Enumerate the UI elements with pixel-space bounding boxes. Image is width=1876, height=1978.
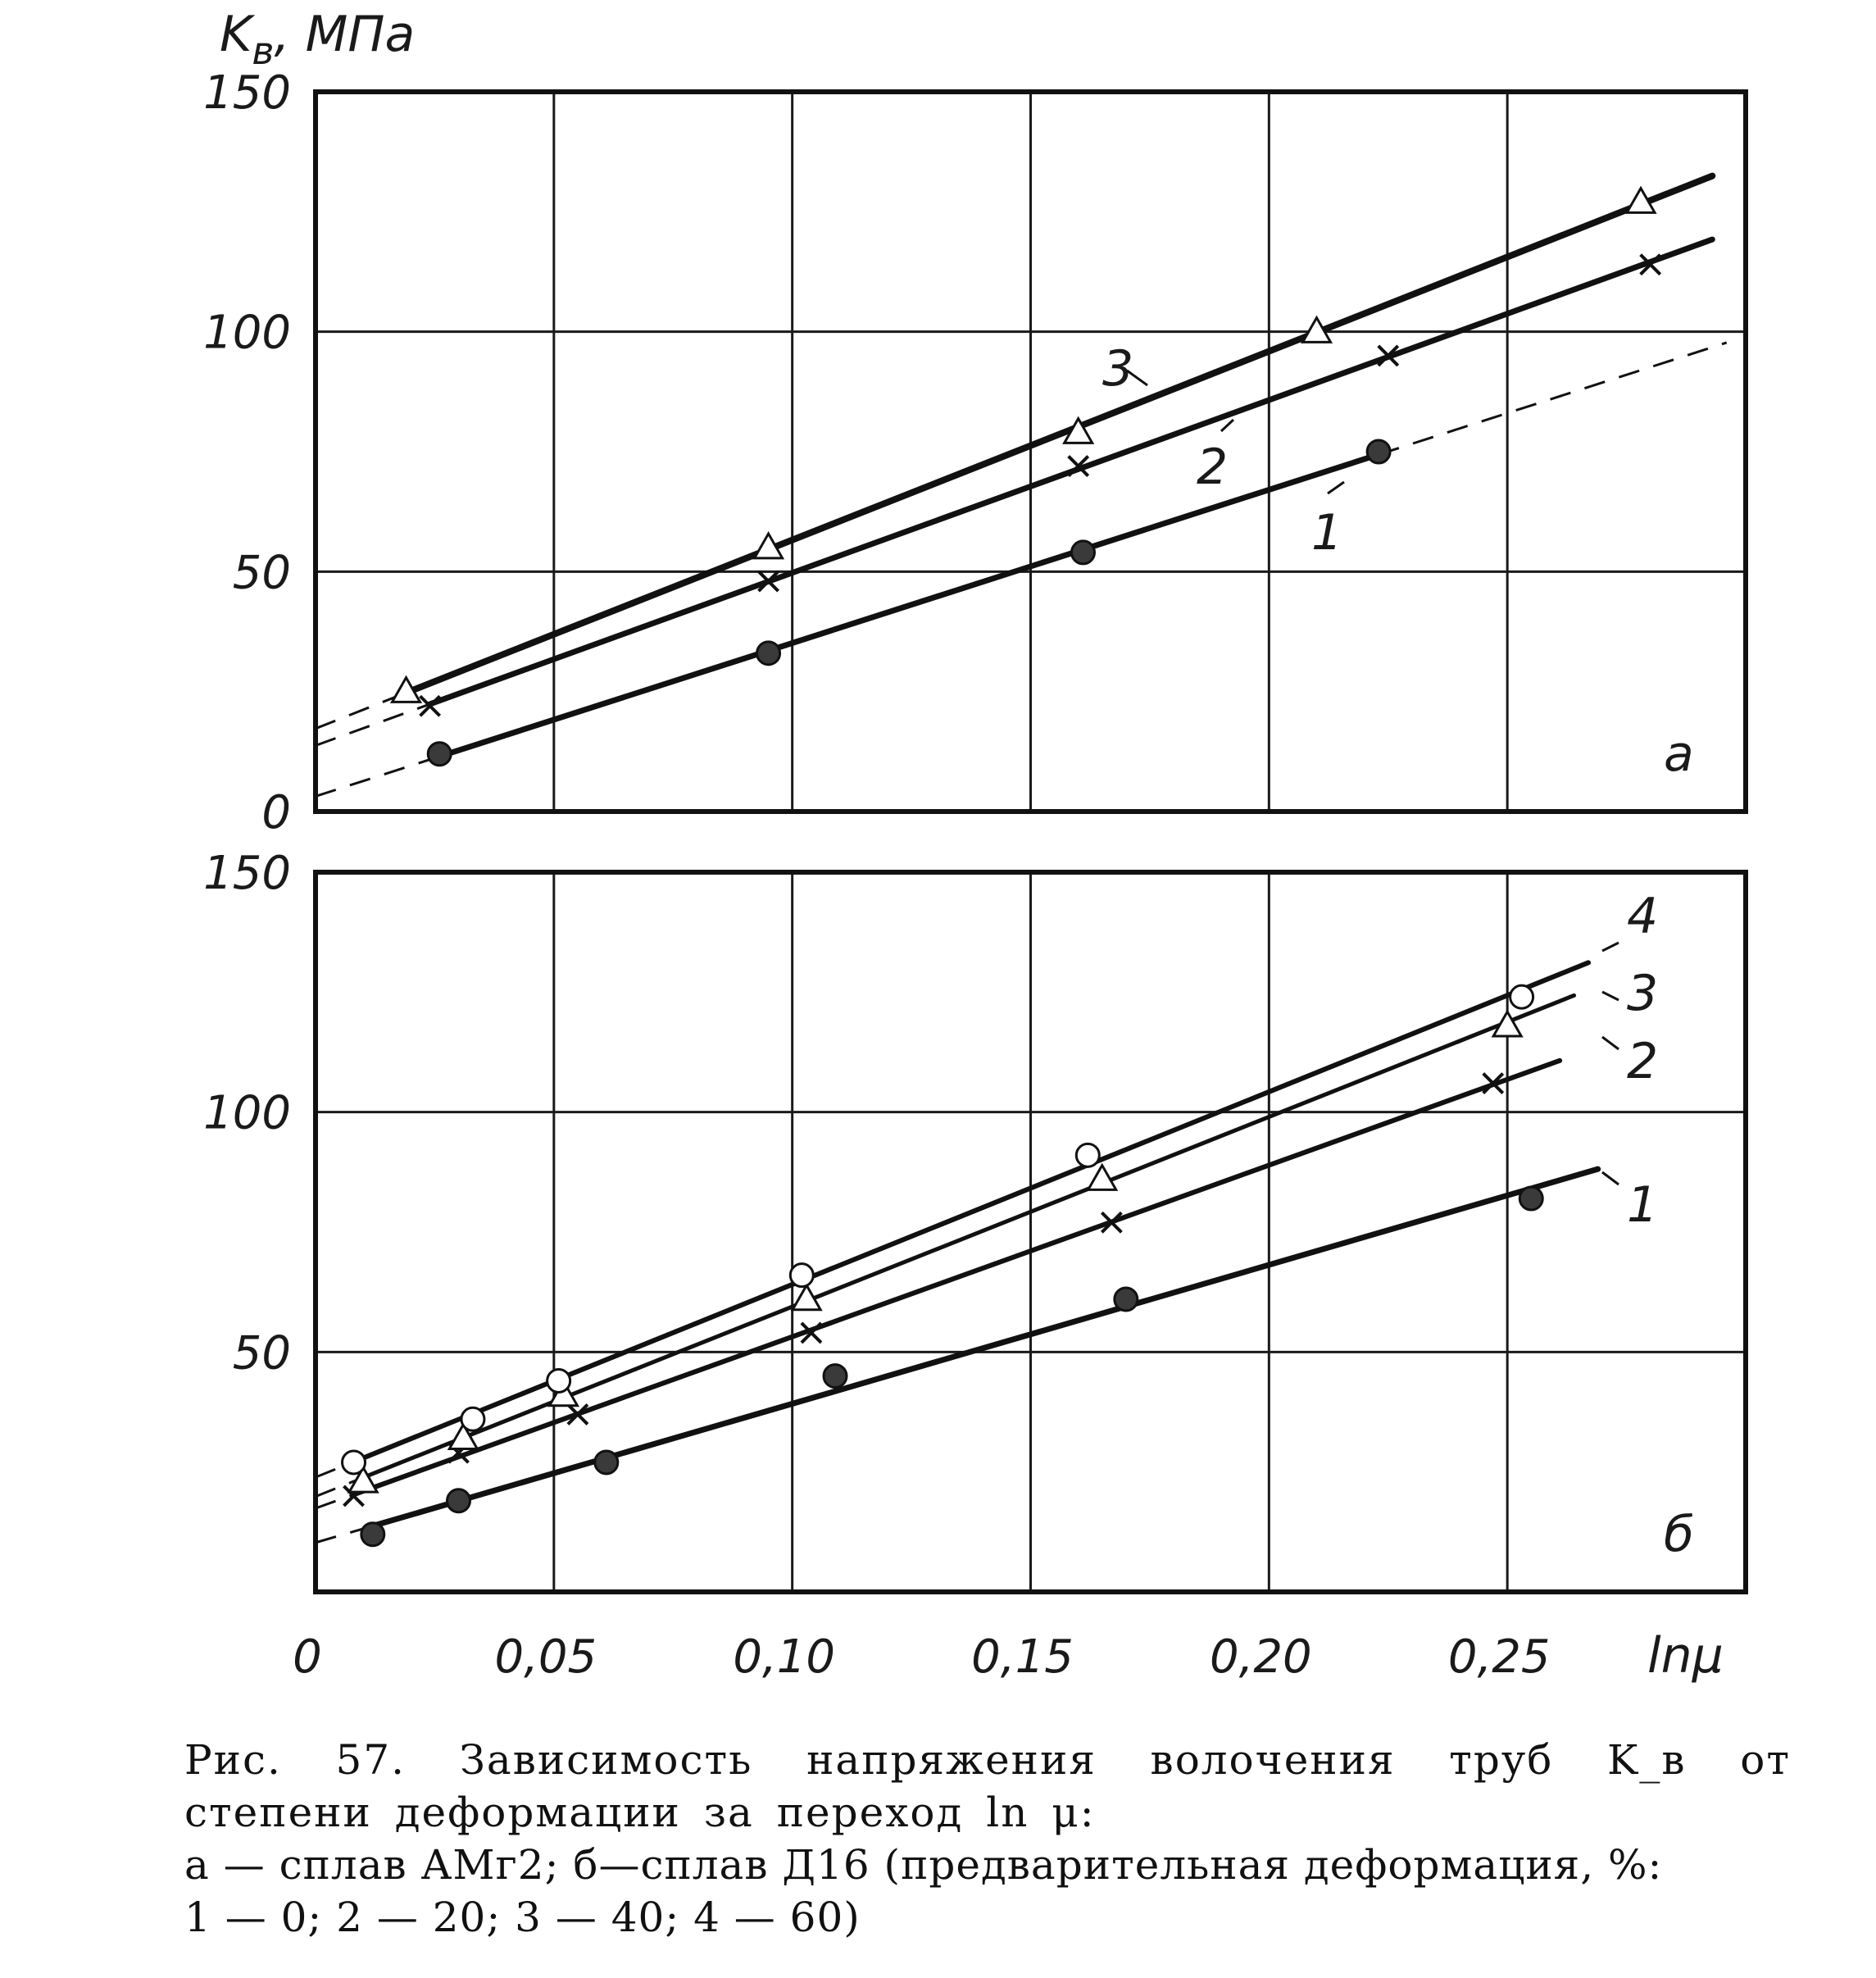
data-point <box>461 1407 484 1430</box>
series-1-extrapolation <box>316 757 439 797</box>
series-label-leader <box>1328 482 1344 493</box>
caption-legend-2: 1 — 0; 2 — 20; 3 — 40; 4 — 60) <box>184 1894 861 1941</box>
series-label: 4 <box>1627 888 1659 945</box>
series-3 <box>316 965 1658 1497</box>
series-label-leader <box>1602 943 1619 951</box>
series-label: 2 <box>1627 1033 1659 1090</box>
series-2 <box>316 239 1712 745</box>
y-tick-label: 100 <box>203 1086 291 1140</box>
data-point <box>547 1369 570 1392</box>
series-label: 2 <box>1197 439 1229 496</box>
series-label: 3 <box>1102 340 1134 398</box>
series-4 <box>316 888 1658 1477</box>
x-tick-label: 0,10 <box>733 1630 836 1684</box>
series-2 <box>316 1033 1658 1508</box>
data-point <box>343 1451 366 1474</box>
caption-line-2: степени деформации за переход ln μ: <box>184 1789 1096 1836</box>
series-1 <box>316 1169 1658 1546</box>
data-point <box>595 1451 618 1474</box>
series-3-line <box>407 176 1713 693</box>
data-point <box>361 1523 384 1546</box>
y-tick-label: 50 <box>232 546 291 600</box>
data-point <box>757 642 780 665</box>
x-tick-label: 0,25 <box>1447 1630 1551 1684</box>
figure-caption <box>184 1734 1791 1944</box>
caption-legend-1: а — сплав АМг2; б—сплав Д16 (предварительная деформация, %: <box>184 1841 1663 1889</box>
panel-b-chart <box>203 847 1746 1592</box>
series-1 <box>316 343 1727 796</box>
x-tick-label: 0,05 <box>494 1630 597 1684</box>
series-label-leader <box>1602 1037 1619 1049</box>
x-tick-label: 0,20 <box>1209 1630 1312 1684</box>
panel-a-chart <box>203 6 1746 839</box>
x-tick-label: 0 <box>293 1630 322 1684</box>
data-point <box>1076 1144 1099 1166</box>
shared-x-axis <box>293 1627 1724 1685</box>
series-1-line <box>439 454 1379 756</box>
y-tick-label: 150 <box>203 66 291 120</box>
series-label-leader <box>1602 992 1619 1000</box>
series-4-line <box>354 962 1589 1462</box>
data-point <box>428 743 451 766</box>
y-axis-label: $K_в$, МПа <box>220 6 416 73</box>
panel-label: б <box>1664 1506 1695 1563</box>
series-1-line <box>373 1169 1598 1526</box>
grid <box>316 872 1746 1592</box>
series-label-leader <box>1602 1172 1619 1185</box>
series-label-leader <box>1221 420 1233 431</box>
series-2-line <box>354 1061 1560 1494</box>
data-point <box>1115 1288 1138 1311</box>
series-3 <box>316 176 1712 729</box>
panel-label: а <box>1664 725 1694 783</box>
series-3-line <box>363 995 1574 1477</box>
data-point <box>1510 985 1533 1008</box>
series-3-extrapolation <box>316 693 407 729</box>
y-tick-label: 50 <box>232 1326 291 1380</box>
series-2-extrapolation <box>316 704 430 746</box>
data-point <box>1071 541 1094 564</box>
data-point <box>790 1264 813 1287</box>
data-point <box>1519 1187 1542 1210</box>
x-axis-label: lnμ <box>1647 1627 1724 1685</box>
series-label: 1 <box>1311 504 1343 562</box>
x-tick-label: 0,15 <box>971 1630 1074 1684</box>
data-point <box>824 1365 847 1388</box>
data-point <box>447 1489 470 1512</box>
y-tick-label: 0 <box>261 786 291 839</box>
series-label: 1 <box>1627 1176 1659 1234</box>
data-point <box>1367 440 1390 463</box>
y-tick-label: 150 <box>203 847 291 900</box>
series-label: 3 <box>1627 965 1659 1022</box>
caption-line-1: Рис. 57. Зависимость напряжения волочения труб K_в от <box>184 1736 1791 1784</box>
series-1-extrapolation-forward <box>1379 343 1727 454</box>
grid <box>316 92 1746 812</box>
y-tick-label: 100 <box>203 306 291 360</box>
